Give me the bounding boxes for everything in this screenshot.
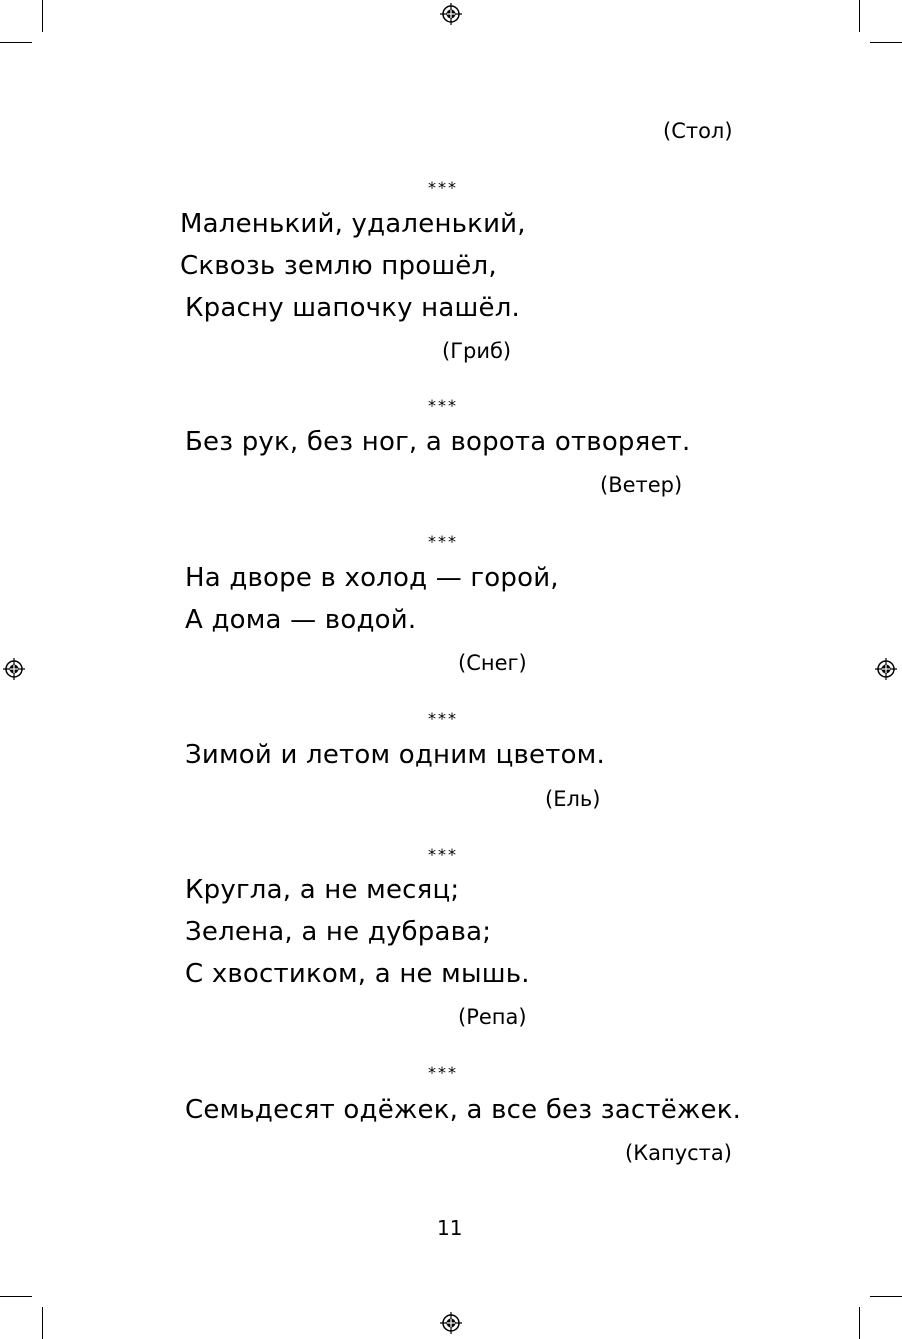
crop-mark-top-right-v <box>859 0 860 32</box>
riddle-line: Без рук, без ног, а ворота отворяет. <box>185 427 691 457</box>
riddle-line: А дома — водой. <box>185 605 417 635</box>
riddle-line: На дворе в холод — горой, <box>185 563 559 593</box>
page-number: 11 <box>437 1216 463 1240</box>
riddle-separator: *** <box>428 532 458 551</box>
crop-mark-bottom-left-h <box>0 1296 32 1297</box>
crop-mark-bottom-left-v <box>42 1307 43 1339</box>
riddle-separator: *** <box>428 709 458 728</box>
registration-target-icon <box>3 658 25 680</box>
riddle-line: Кругла, а не месяц; <box>185 875 460 905</box>
riddle-line: Маленький, удаленький, <box>180 209 526 239</box>
riddle-line: Семьдесят одёжек, а все без застёжек. <box>185 1095 742 1125</box>
riddle-answer: (Ветер) <box>600 473 683 497</box>
riddle-separator: *** <box>428 396 458 415</box>
riddle-answer: (Гриб) <box>442 339 512 363</box>
crop-mark-bottom-right-v <box>859 1307 860 1339</box>
crop-mark-bottom-right-h <box>870 1296 902 1297</box>
riddle-answer: (Репа) <box>458 1005 527 1029</box>
riddle-separator: *** <box>428 845 458 864</box>
riddle-answer: (Стол) <box>663 119 733 143</box>
registration-target-icon <box>875 658 897 680</box>
crop-mark-top-left-v <box>42 0 43 32</box>
riddle-separator: *** <box>428 178 458 197</box>
crop-mark-top-right-h <box>870 42 902 43</box>
registration-target-icon <box>440 3 462 25</box>
riddle-line: Зимой и летом одним цветом. <box>185 740 605 770</box>
riddle-line: С хвостиком, а не мышь. <box>185 959 530 989</box>
riddle-separator: *** <box>428 1063 458 1082</box>
riddle-answer: (Ель) <box>545 787 601 811</box>
riddle-line: Сквозь землю прошёл, <box>180 251 497 281</box>
crop-mark-top-left-h <box>0 42 32 43</box>
registration-target-icon <box>440 1312 462 1334</box>
riddle-line: Красну шапочку нашёл. <box>185 293 520 323</box>
riddle-answer: (Капуста) <box>625 1141 732 1165</box>
riddle-answer: (Снег) <box>458 651 527 675</box>
riddle-line: Зелена, а не дубрава; <box>185 917 492 947</box>
